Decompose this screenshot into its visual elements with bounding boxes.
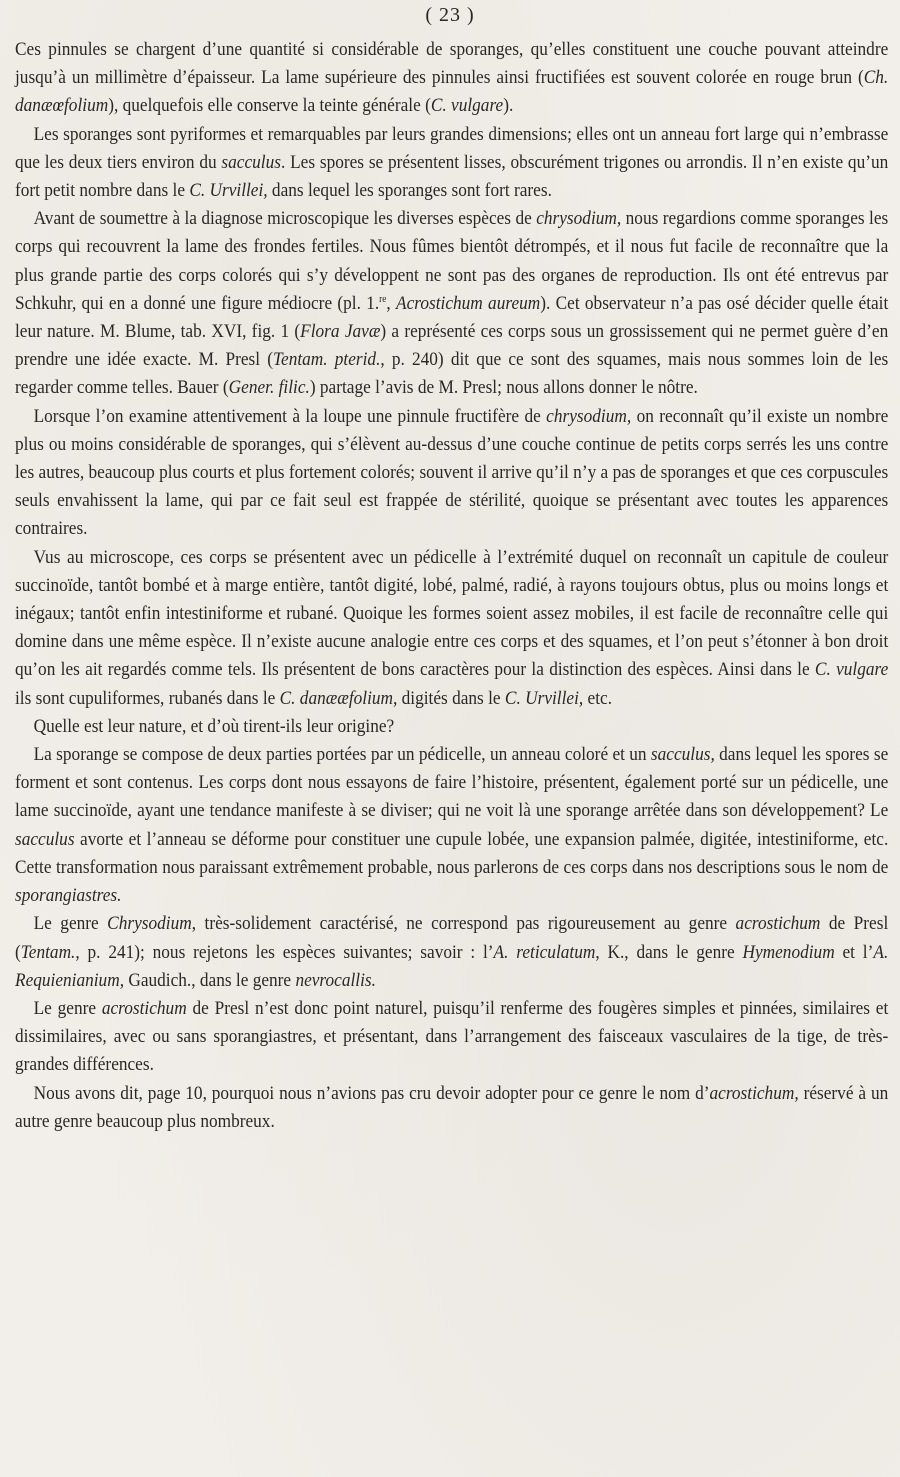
- text-run: Nous avons dit, page 10, pourquoi nous n’avions pas cru devoir adopter pour ce genre le nom d’: [33, 1082, 710, 1104]
- text-run: et l’: [834, 941, 874, 963]
- text-run: Le genre: [33, 913, 108, 935]
- paragraph: [15, 995, 888, 1080]
- italic-term: Tentam.: [20, 941, 76, 963]
- text-run: avorte et l’anneau se déforme pour constituer une cupule lobée, une expansion palmée, digitée, intestiniforme, etc. Cette transformation nous paraissant extrêmement probable, nous parlerons de ces corps dans nos descriptions sous le nom de: [15, 828, 889, 878]
- paragraph: [15, 205, 888, 402]
- italic-term: chrysodium,: [546, 405, 632, 427]
- text-run: , p. 240) dit que ce sont des squames, mais nous sommes loin de les regarder comme telles. Bauer (: [15, 349, 889, 399]
- paragraph: [15, 403, 888, 544]
- text-run: , p. 241); nous rejetons les espèces suivantes; savoir : l’: [75, 941, 494, 963]
- italic-term: C. danææfolium,: [279, 687, 398, 709]
- italic-term: A. Requienianium,: [15, 941, 889, 991]
- italic-term: sacculus: [15, 828, 75, 850]
- italic-term: Acrostichum aureum: [396, 292, 541, 314]
- paragraph: [15, 713, 888, 741]
- italic-term: Ch. danæœfolium: [15, 67, 889, 117]
- italic-term: sacculus,: [650, 744, 715, 766]
- italic-term: C. vulgare: [814, 659, 889, 681]
- italic-term: sporangiastres.: [15, 885, 122, 907]
- page-number: ( 23 ): [425, 4, 475, 26]
- text-run: ) a représenté ces corps sous un grossissement qui ne permet guère d’en prendre une idée exacte. M. Presl (: [15, 321, 889, 371]
- italic-term: A. reticulatum: [493, 941, 596, 963]
- paragraph: [15, 741, 888, 910]
- italic-term: sacculus: [221, 151, 281, 173]
- text-run: Ces pinnules se chargent d’une quantité si considérable de sporanges, qu’elles constituent une couche pouvant atteindre jusqu’à un millimètre d’épaisseur. La lame supérieure des pinnules ainsi fructifiées est souvent colorée en rouge brun (: [15, 39, 889, 89]
- superscript: re: [379, 293, 387, 305]
- text-run: ils sont cupuliformes, rubanés dans le: [15, 687, 280, 709]
- text-run: Lorsque l’on examine attentivement à la loupe une pinnule fructifère de: [33, 405, 547, 427]
- italic-term: acrostichum: [735, 913, 821, 935]
- text-run: on reconnaît qu’il existe un nombre plus ou moins considérable de sporanges, qui s’élèvent au-dessus d’une couche continue de petits corps serrés les uns contre les autres, beaucoup plus courts et plus fortement colorés; souvent il arrive qu’il n’y a pas de sporanges et que ces corpuscules seuls envahissent la lame, qui par ce fait seul est frappée de stérilité, quoique se présentant avec toutes les apparences contraires.: [15, 405, 889, 540]
- paragraph: [15, 910, 888, 995]
- text-run: La sporange se compose de deux parties portées par un pédicelle, un anneau coloré et un: [33, 744, 651, 766]
- italic-term: C. Urvillei,: [189, 180, 268, 202]
- text-run: ).: [503, 95, 514, 117]
- italic-term: chrysodium,: [536, 208, 622, 230]
- italic-term: acrostichum: [101, 997, 187, 1019]
- text-run: réservé à un autre genre beaucoup plus nombreux.: [15, 1082, 889, 1132]
- italic-term: nevrocallis.: [295, 969, 376, 991]
- text-run: dans lequel les spores se forment et sont contenus. Les corps dont nous essayons de faire l’histoire, présentent, également porté sur un pédicelle, une lame succinoïde, ayant une tendance manifeste à se diviser; qui ne voit là une sporange arrêtée dans son développement? Le: [15, 744, 889, 822]
- italic-term: acrostichum,: [709, 1082, 799, 1104]
- text-run: , très-solidement caractérisé, ne correspond pas rigoureusement au genre: [191, 913, 736, 935]
- text-run: nous regardions comme sporanges les corps qui recouvrent la lame des frondes fertiles. Nous fûmes bientôt détrompés, et il nous fut facile de reconnaître que la plus grande partie des corps colorés qui s’y développent ne sont pas des organes de reproduction. Ils ont été entrevus par Schkuhr, qui en a donné une figure médiocre (pl. 1.: [15, 208, 889, 314]
- paragraph: [15, 1080, 888, 1136]
- italic-term: Gener. filic.: [228, 377, 310, 399]
- italic-term: Flora Javæ: [300, 321, 381, 343]
- body-text: [15, 36, 888, 1136]
- text-run: Quelle est leur nature, et d’où tirent-ils leur origine?: [33, 715, 395, 737]
- text-run: ). Cet observateur n’a pas osé décider quelle était leur nature. M. Blume, tab. XVI, fig. 1 (: [15, 292, 889, 343]
- italic-term: Hymenodium: [742, 941, 835, 963]
- text-run: ,: [386, 292, 397, 314]
- text-run: de Presl n’est donc point naturel, puisqu’il renferme des fougères simples et pinnées, similaires et dissimilaires, avec ou sans sporangiastres, et présentant, dans l’arrangement des faisceaux vasculaires de la tige, de très-grandes différences.: [15, 997, 889, 1076]
- text-run: ) partage l’avis de M. Presl; nous allons donner le nôtre.: [309, 377, 698, 399]
- text-run: Les sporanges sont pyriformes et remarquables par leurs grandes dimensions; elles ont un anneau fort large qui n’embrasse que les deux tiers environ du: [15, 123, 889, 173]
- text-run: digités dans le: [397, 687, 505, 709]
- text-run: de Presl (: [15, 913, 889, 963]
- text-run: , K., dans le genre: [595, 941, 743, 963]
- text-run: ), quelquefois elle conserve la teinte générale (: [108, 95, 431, 117]
- text-run: Vus au microscope, ces corps se présentent avec un pédicelle à l’extrémité duquel on reconnaît un capitule de couleur succinoïde, tantôt bombé et à marge entière, tantôt digité, lobé, palmé, radié, à rayons toujours obtus, plus ou moins longs et inégaux; tantôt enfin intestiniforme et rubané. Quoique les formes soient assez mobiles, il est facile de reconnaître celle qui domine dans une même espèce. Il n’existe aucune analogie entre ces corps et des squames, et l’on peut s’étonner à bon droit qu’on les ait regardés comme tels. Ils présentent de bons caractères pour la distinction des espèces. Ainsi dans le: [15, 546, 889, 681]
- text-run: Le genre: [33, 997, 102, 1019]
- paragraph: [15, 36, 888, 121]
- text-run: etc.: [583, 687, 613, 709]
- paragraph: [15, 544, 888, 713]
- italic-term: C. vulgare: [430, 95, 504, 117]
- italic-term: Tentam. pterid.: [273, 349, 381, 371]
- text-run: dans lequel les sporanges sont fort rares.: [267, 180, 552, 202]
- paragraph: [15, 121, 888, 206]
- italic-term: Chrysodium: [107, 913, 192, 935]
- text-run: Gaudich., dans le genre: [124, 969, 296, 991]
- text-run: Avant de soumettre à la diagnose microscopique les diverses espèces de: [33, 208, 537, 230]
- text-run: . Les spores se présentent lisses, obscurément trigones ou arrondis. Il n’en existe qu’un fort petit nombre dans le: [15, 151, 889, 202]
- italic-term: C. Urvillei,: [504, 687, 584, 709]
